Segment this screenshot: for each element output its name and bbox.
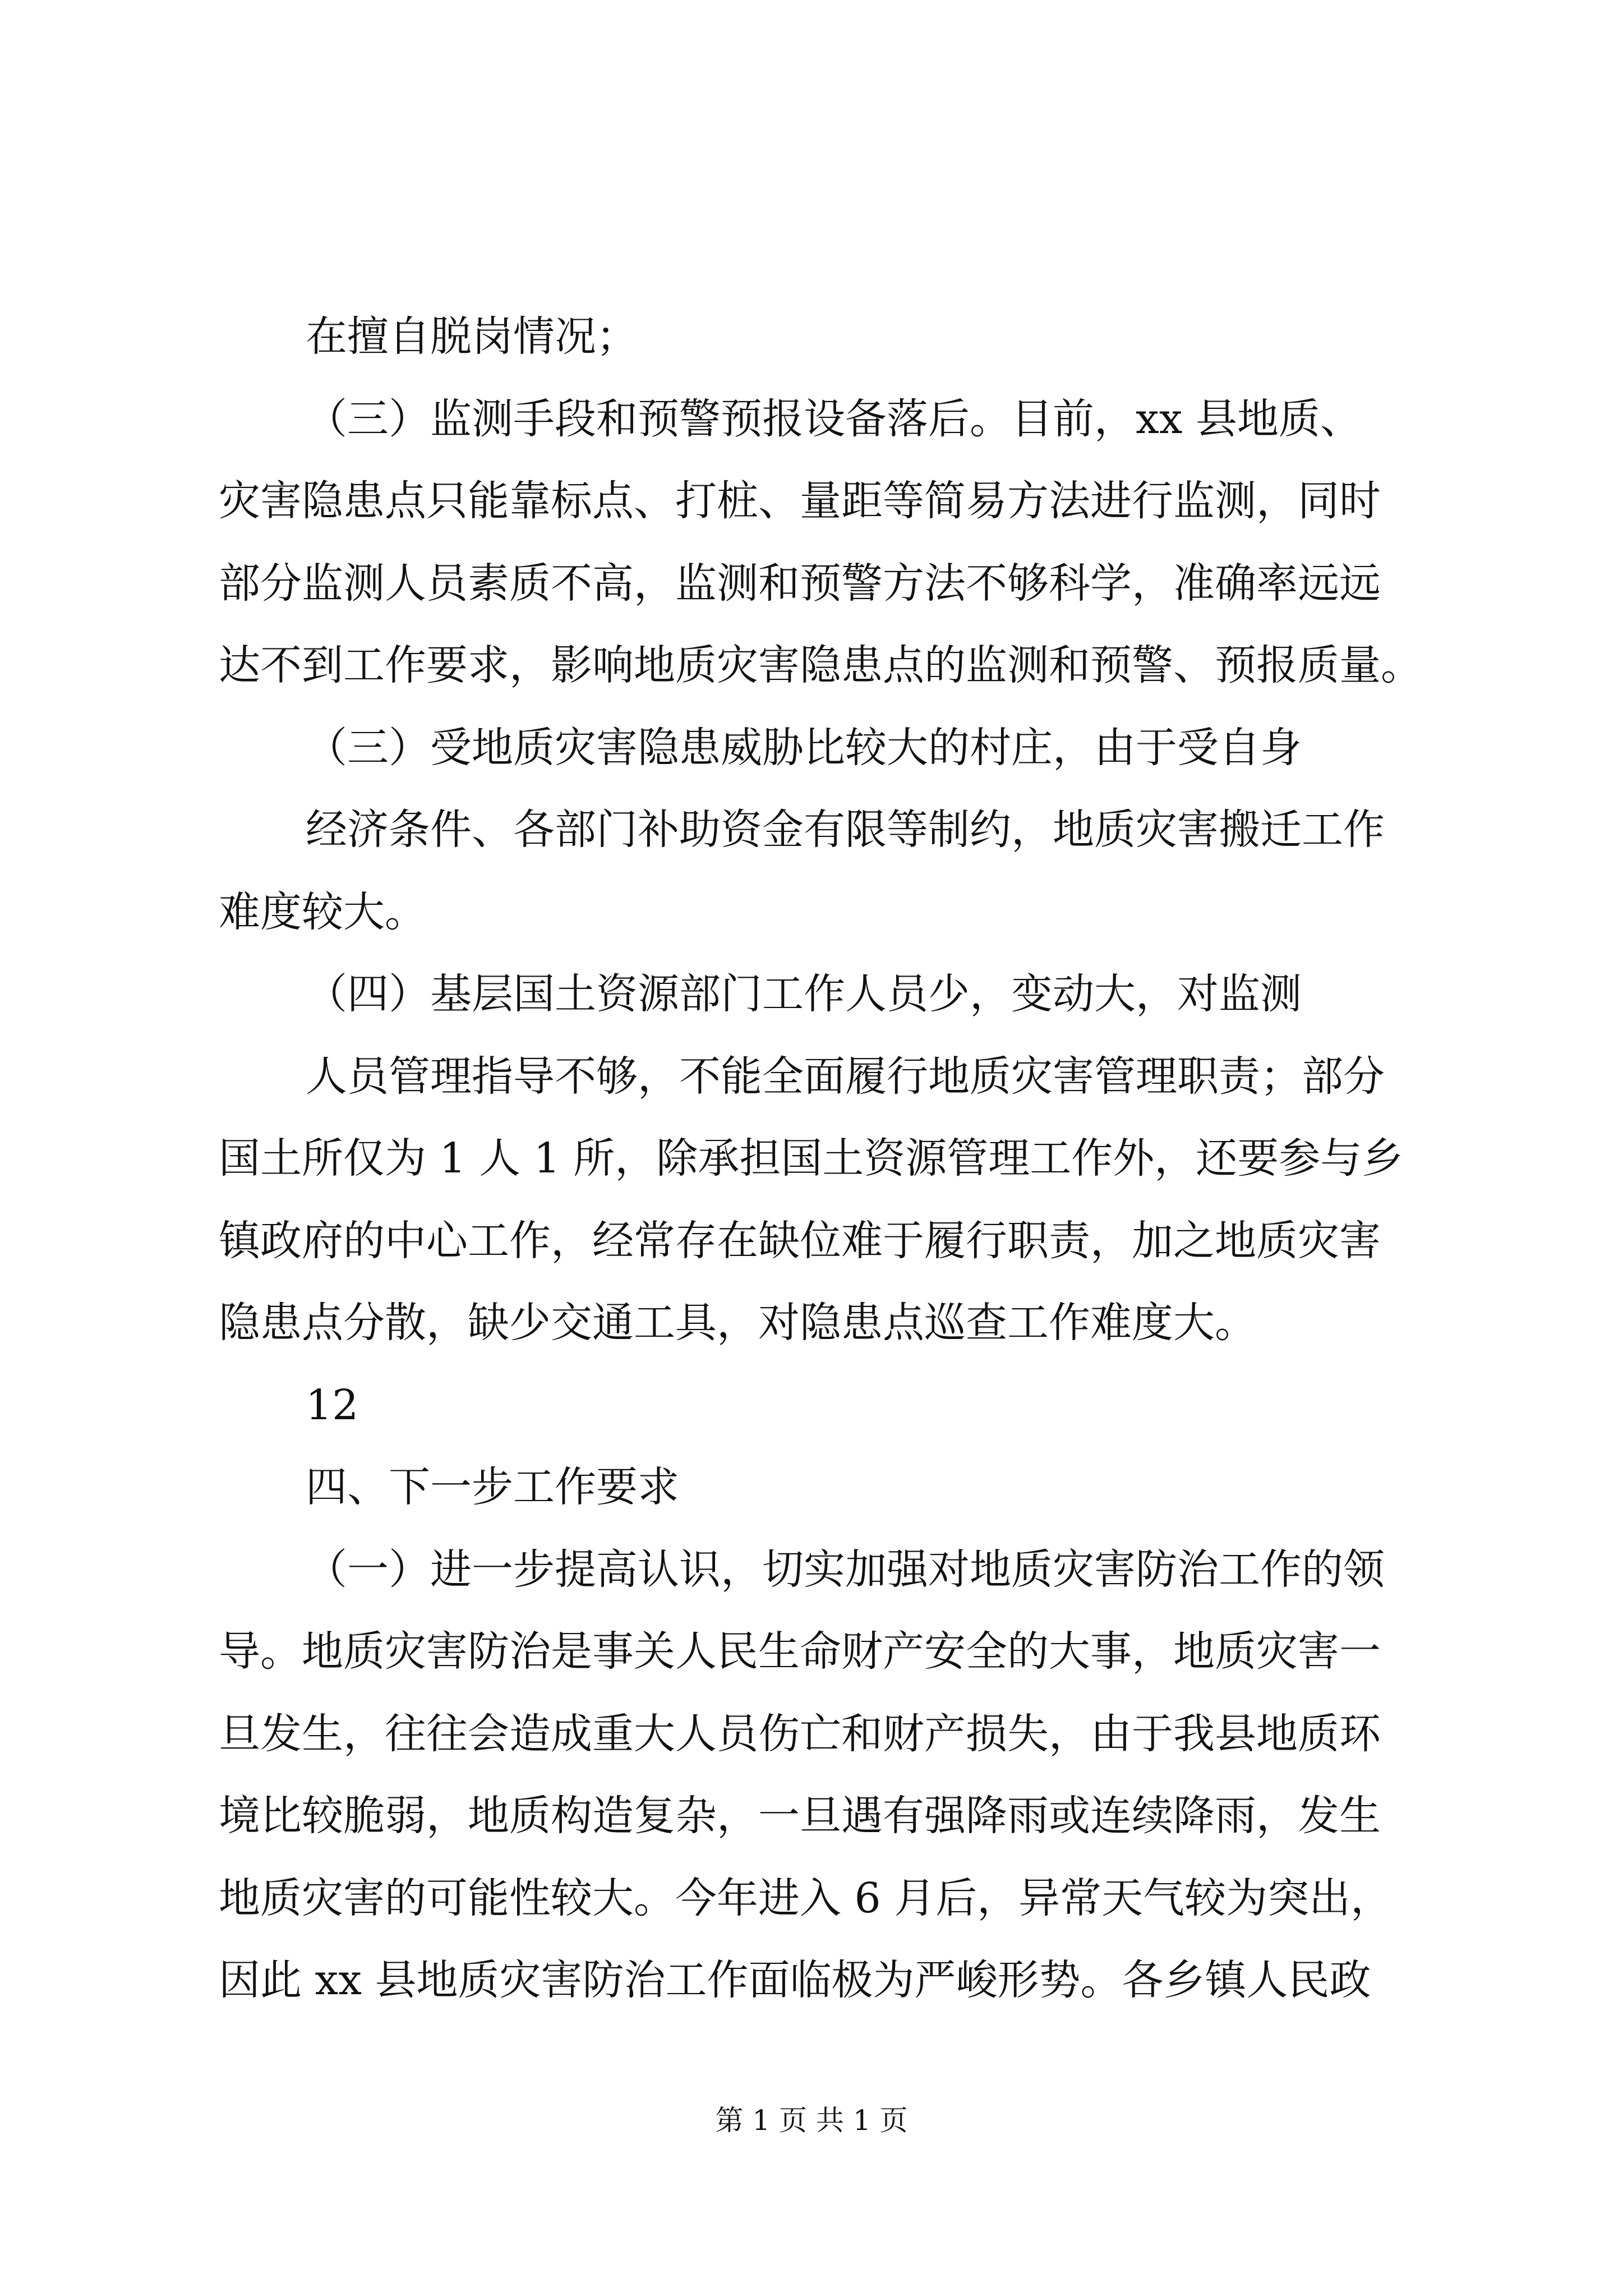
page-footer: 第 1 页 共 1 页 bbox=[715, 2104, 908, 2137]
text-line: 部分监测人员素质不高，监测和预警方法不够科学，准确率远远 bbox=[219, 559, 1381, 608]
text-line: 达不到工作要求，影响地质灾害隐患点的监测和预警、预报质量。 bbox=[219, 641, 1422, 689]
text-line: 镇政府的中心工作，经常存在缺位难于履行职责，加之地质灾害 bbox=[219, 1217, 1381, 1265]
text-line: 旦发生，往往会造成重大人员伤亡和财产损失，由于我县地质环 bbox=[219, 1710, 1381, 1758]
text-line: 境比较脆弱，地质构造复杂，一旦遇有强降雨或连续降雨，发生 bbox=[219, 1792, 1381, 1840]
text-line: 难度较大。 bbox=[219, 888, 426, 936]
text-line: 国土所仅为 1 人 1 所，除承担国土资源管理工作外，还要参与乡 bbox=[219, 1134, 1404, 1182]
section-heading: 四、下一步工作要求 bbox=[306, 1463, 679, 1511]
text-line: 人员管理指导不够，不能全面履行地质灾害管理职责；部分 bbox=[306, 1052, 1385, 1101]
text-line: （三）监测手段和预警预报设备落后。目前，xx 县地质、 bbox=[306, 395, 1362, 443]
text-line: 灾害隐患点只能靠标点、打桩、量距等简易方法进行监测，同时 bbox=[219, 477, 1381, 525]
text-line: 地质灾害的可能性较大。今年进入 6 月后，异常天气较为突出， bbox=[219, 1874, 1393, 1922]
text-line: （四）基层国土资源部门工作人员少，变动大，对监测 bbox=[306, 970, 1302, 1018]
text-line: 因此 xx 县地质灾害防治工作面临极为严峻形势。各乡镇人民政 bbox=[219, 1956, 1371, 2004]
page-number-text: 12 bbox=[306, 1381, 359, 1429]
text-line: 经济条件、各部门补助资金有限等制约，地质灾害搬迁工作 bbox=[306, 806, 1385, 854]
text-line: （一）进一步提高认识，切实加强对地质灾害防治工作的领 bbox=[306, 1545, 1385, 1594]
text-line: 隐患点分散，缺少交通工具，对隐患点巡查工作难度大。 bbox=[219, 1299, 1256, 1347]
text-line: 在擅自脱岗情况； bbox=[306, 312, 638, 361]
text-line: （三）受地质灾害隐患威胁比较大的村庄，由于受自身 bbox=[306, 724, 1302, 772]
text-line: 导。地质灾害防治是事关人民生命财产安全的大事，地质灾害一 bbox=[219, 1627, 1381, 1676]
